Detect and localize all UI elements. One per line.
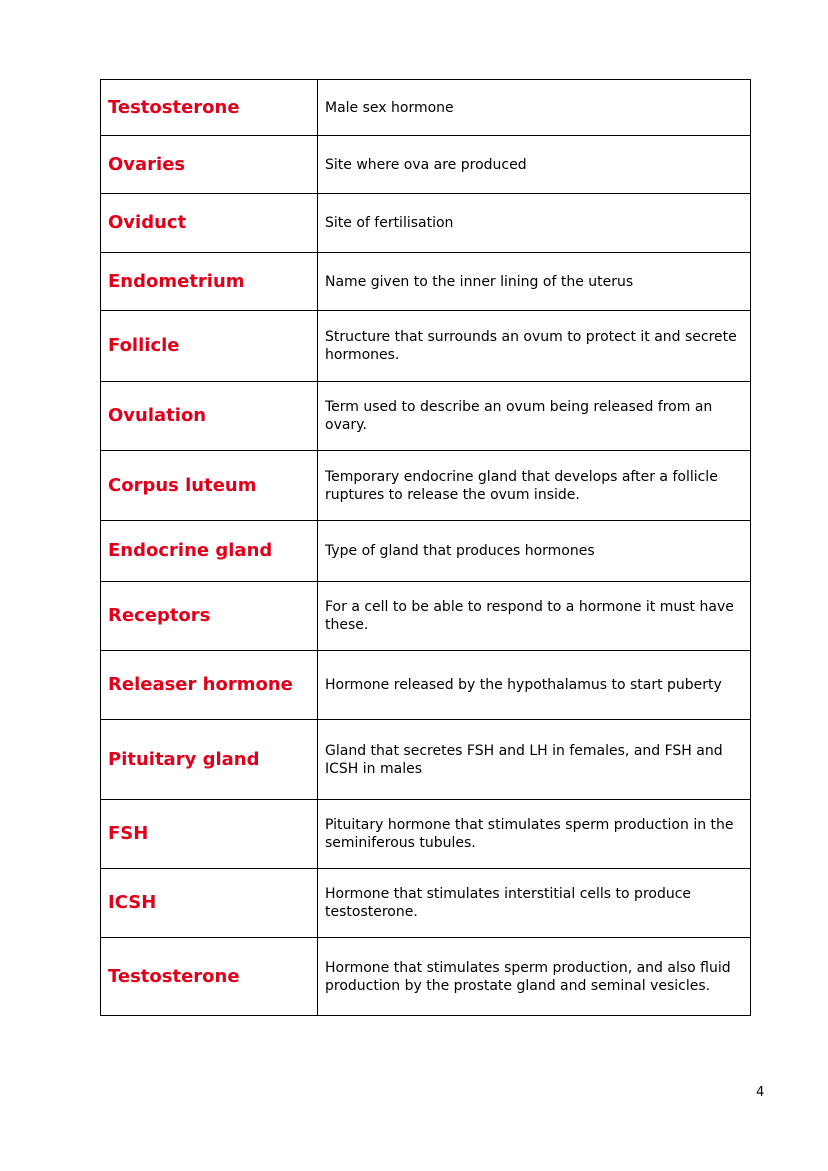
definition-cell: Name given to the inner lining of the uterus [318,253,751,311]
table-row [101,582,751,651]
table-row [101,80,751,136]
definition-cell: Male sex hormone [318,80,751,136]
glossary-body [101,80,751,1016]
term-cell: Follicle [101,311,318,382]
definition-cell: For a cell to be able to respond to a hormone it must have these. [318,582,751,651]
table-row [101,521,751,582]
definition-cell: Gland that secretes FSH and LH in females, and FSH and ICSH in males [318,720,751,800]
definition-cell: Site where ova are produced [318,136,751,194]
table-row [101,253,751,311]
table-row [101,651,751,720]
term-cell: Oviduct [101,194,318,253]
table-row [101,938,751,1016]
definition-cell: Term used to describe an ovum being released from an ovary. [318,382,751,451]
term-cell: Testosterone [101,80,318,136]
table-row [101,194,751,253]
term-cell: Releaser hormone [101,651,318,720]
table-row [101,451,751,521]
definition-cell: Temporary endocrine gland that develops after a follicle ruptures to release the ovum inside. [318,451,751,521]
definition-cell: Pituitary hormone that stimulates sperm production in the seminiferous tubules. [318,800,751,869]
term-cell: Corpus luteum [101,451,318,521]
term-cell: Receptors [101,582,318,651]
term-cell: Endometrium [101,253,318,311]
term-cell: Endocrine gland [101,521,318,582]
definition-cell: Type of gland that produces hormones [318,521,751,582]
table-row [101,869,751,938]
term-cell: Ovulation [101,382,318,451]
page-number: 4 [756,1085,765,1100]
table-row [101,136,751,194]
term-cell: FSH [101,800,318,869]
term-cell: Pituitary gland [101,720,318,800]
term-cell: Testosterone [101,938,318,1016]
definition-cell: Hormone that stimulates interstitial cells to produce testosterone. [318,869,751,938]
definition-cell: Structure that surrounds an ovum to protect it and secrete hormones. [318,311,751,382]
table-row [101,382,751,451]
term-cell: ICSH [101,869,318,938]
definition-cell: Hormone that stimulates sperm production, and also fluid production by the prostate gland and seminal vesicles. [318,938,751,1016]
term-cell: Ovaries [101,136,318,194]
definition-cell: Hormone released by the hypothalamus to start puberty [318,651,751,720]
table-row [101,800,751,869]
definition-cell: Site of fertilisation [318,194,751,253]
table-row [101,720,751,800]
table-row [101,311,751,382]
glossary-table [100,79,751,1016]
